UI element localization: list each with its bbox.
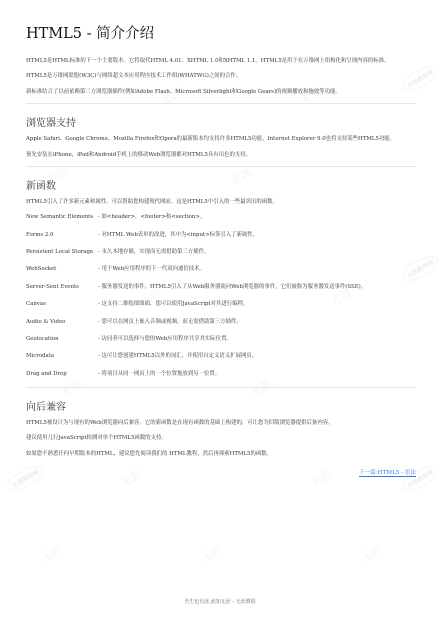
compat-paragraph: 建议使用几行JavaScript检测对单个HTML5函数的支持。 — [26, 435, 167, 442]
feature-name: WebSocket — [26, 266, 57, 273]
article — [26, 20, 416, 476]
feature-name: Microdata — [26, 353, 55, 360]
feature-desc: - 访问者可以选择与您的Web应用程序共享其实际位置。 — [98, 335, 232, 342]
feature-desc: - 将项目从同一网页上的一个位置拖放到另一位置。 — [98, 370, 221, 377]
feature-name: Audio & Video — [26, 318, 66, 325]
feature-desc: - 这可让您创建HTML5以外的词汇，并使用自定义语义扩展网页。 — [98, 353, 258, 360]
page-title: HTML5 - 简介介绍 — [26, 26, 155, 42]
feature-row — [26, 231, 416, 239]
watermark: 无涯 — [138, 285, 165, 308]
features-intro: HTML5引入了许多新元素和属性，可以帮助您构建现代网站。这是HTML5中引入的一些最突出的函数。 — [26, 198, 278, 205]
feature-name: Drag and Drop — [26, 370, 67, 377]
feature-row — [26, 318, 416, 326]
feature-row — [26, 283, 416, 291]
next-article-link[interactable]: 下一篇:HTML5 - 语法 — [359, 470, 416, 477]
watermark-badge: 无涯教程网 — [398, 251, 440, 286]
watermark: 无涯 — [328, 285, 355, 308]
feature-name: Canvas — [26, 301, 46, 308]
feature-name: New Semantic Elements — [26, 214, 94, 221]
feature-desc: - 永久本地存储，实现而无需借助第三方插件。 — [98, 249, 210, 255]
feature-row — [26, 248, 416, 256]
feature-desc: - 您可以在网页上嵌入音频或视频，而无需借助第三方插件。 — [98, 318, 242, 325]
watermark: 无涯 — [38, 542, 65, 565]
divider — [26, 166, 416, 167]
browser-paragraph: 预先安装在iPhone，iPad和Android手机上的移动Web浏览器都对HTML5具有出色的支持。 — [26, 151, 252, 158]
watermark: 无涯 — [198, 542, 225, 565]
feature-row — [26, 265, 416, 273]
watermark-badge: 无涯教程网 — [3, 461, 46, 496]
feature-row — [26, 213, 416, 221]
browser-paragraph: Apple Safari、Google Chrome、Mozilla Firefox和Opera的最新版本均支持许多HTML5功能，Internet Explorer 9.0也将支持某些HTML5功能。 — [26, 136, 396, 143]
compat-paragraph: HTML5被设计为与现有的Web浏览器向后兼容，它的新函数是在现有函数的基础上构建的，可让您为旧版浏览器提供后备内容。 — [26, 420, 334, 426]
feature-desc: - 用于Web应用程序的下一代双向通信技术。 — [98, 266, 205, 273]
section-heading-browser: 浏览器支持 — [26, 118, 76, 130]
intro-paragraph: HTML5是万维网联盟(W3C)与网络超文本应用程序技术工作组(WHATWG)之间的合作。 — [26, 73, 242, 80]
feature-row — [26, 370, 416, 378]
watermark: 无涯 — [58, 377, 85, 400]
watermark-badge: 无涯教程网 — [398, 461, 440, 496]
intro-paragraph: HTML5是HTML标准的下一个主要版本。它将取代HTML 4.01、XHTML 1.0和XHTML 1.1。HTML5是用于在万维网上组构化和呈现内容的标准。 — [26, 58, 390, 64]
features-list — [26, 213, 416, 378]
divider — [26, 103, 416, 104]
watermark: 无涯 — [248, 377, 275, 400]
watermark: 无涯 — [43, 165, 70, 188]
watermark: 无涯 — [308, 467, 335, 490]
watermark: 无涯 — [358, 542, 385, 565]
intro-paragraph: 新标准结合了以前依赖第三方浏览器插件(例如Adobe Flash、Microsoft Silverlight和Google Gears)的视频播放和拖放等功能。 — [26, 88, 341, 95]
feature-desc: - 对HTML Web表单的改进，其中为<input>标签引入了新属性。 — [98, 231, 259, 238]
feature-name: Forms 2.0 — [26, 231, 54, 238]
watermark: 无涯 — [228, 165, 255, 188]
next-article — [26, 468, 416, 476]
watermark: 无涯 — [118, 467, 145, 490]
feature-name: Server-Sent Events — [26, 283, 79, 290]
feature-desc: - 如<header>，<footer>和<section>。 — [98, 214, 206, 221]
feature-desc: - 这支持二维绘图图面，您可以使用JavaScript对其进行编程。 — [98, 301, 249, 308]
divider — [26, 387, 416, 388]
feature-name: Geolocation — [26, 335, 59, 342]
feature-row — [26, 352, 416, 360]
compat-paragraph: 如果您不熟悉任何早期版本的HTML，建议您先阅读我们的 HTML教程，然后再探索HTML5的函数。 — [26, 450, 273, 457]
section-heading-features: 新函数 — [26, 180, 56, 192]
feature-row — [26, 300, 416, 308]
watermark-badge: 无涯教程网 — [398, 61, 440, 96]
footer: 吾生也有涯,而知无涯 - 无涯教程 — [184, 599, 256, 605]
watermark: 无涯 — [298, 85, 325, 108]
section-heading-compat: 向后兼容 — [26, 402, 66, 413]
watermark: 无涯 — [158, 85, 185, 108]
feature-name: Persistent Local Storage — [26, 249, 94, 255]
feature-desc: - 服务器发送的事件，HTML5引入了从Web服务器流向Web浏览器的事件，它们被称为服务器发送事件(SSE)。 — [98, 283, 367, 290]
feature-row — [26, 335, 416, 343]
